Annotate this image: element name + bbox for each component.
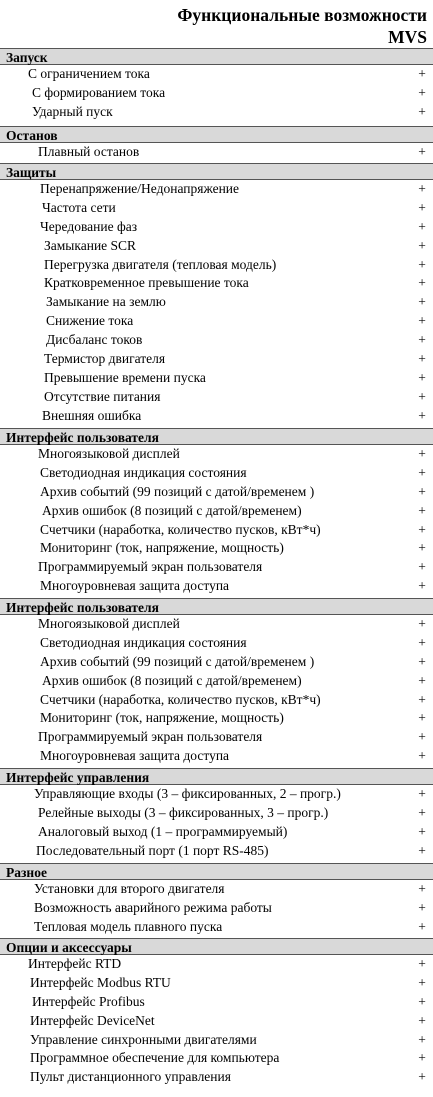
section [0, 598, 433, 766]
feature-supported-mark: + [418, 899, 426, 915]
feature-supported-mark: + [418, 729, 426, 745]
feature-supported-mark: + [418, 786, 426, 801]
feature-label: Управление синхронными двигателями [30, 1031, 257, 1047]
feature-row [0, 634, 433, 653]
feature-label: Многоязыковой дисплей [38, 616, 180, 631]
feature-label: Многоуровневая защита доступа [40, 748, 230, 764]
feature-label: Тепловая модель плавного пуска [34, 918, 223, 934]
feature-label: Перегрузка двигателя (тепловая модель) [44, 256, 277, 272]
feature-row [0, 1012, 433, 1031]
feature-row [0, 103, 433, 122]
section-header: Защиты [0, 163, 433, 180]
feature-label: Светодиодная индикация состояния [40, 464, 247, 480]
section-header: Разное [0, 863, 433, 880]
feature-supported-mark: + [418, 578, 426, 594]
feature-row [0, 747, 433, 766]
feature-supported-mark: + [418, 956, 426, 971]
feature-supported-mark: + [418, 1012, 426, 1028]
feature-supported-mark: + [418, 181, 426, 196]
feature-row [0, 65, 433, 84]
feature-row [0, 464, 433, 483]
feature-row [0, 502, 433, 521]
section-header: Интерфейс пользователя [0, 598, 433, 615]
feature-row [0, 293, 433, 312]
feature-row [0, 199, 433, 218]
feature-label: Последовательный порт (1 порт RS-485) [36, 842, 269, 858]
feature-row [0, 274, 433, 293]
feature-label: Релейные выходы (3 – фиксированных, 3 – прогр.) [38, 804, 329, 820]
feature-supported-mark: + [418, 103, 426, 119]
feature-label: Кратковременное превышение тока [44, 275, 249, 291]
feature-label: Счетчики (наработка, количество пусков, кВт*ч) [40, 521, 321, 537]
feature-supported-mark: + [418, 294, 426, 310]
feature-supported-mark: + [418, 218, 426, 234]
feature-row [0, 350, 433, 369]
feature-label: Программное обеспечение для компьютера [30, 1050, 280, 1066]
feature-row [0, 823, 433, 842]
title-line-2: MVS [388, 27, 427, 47]
feature-row [0, 237, 433, 256]
feature-row [0, 331, 433, 350]
section-header: Опции и аксессуары [0, 938, 433, 955]
feature-row [0, 143, 433, 162]
feature-label: Ударный пуск [32, 103, 113, 119]
feature-label: С формированием тока [32, 84, 166, 100]
feature-supported-mark: + [418, 199, 426, 215]
section [0, 863, 433, 937]
feature-supported-mark: + [418, 84, 426, 100]
feature-row [0, 369, 433, 388]
feature-label: Интерфейс RTD [28, 956, 122, 971]
feature-label: Термистор двигателя [44, 351, 166, 367]
feature-row [0, 672, 433, 691]
feature-label: Чередование фаз [40, 218, 138, 234]
feature-label: Пульт дистанционного управления [30, 1069, 231, 1085]
feature-supported-mark: + [418, 634, 426, 650]
feature-label: Дисбаланс токов [46, 332, 143, 348]
section [0, 768, 433, 861]
feature-supported-mark: + [418, 502, 426, 518]
feature-row [0, 256, 433, 275]
feature-label: Замыкание SCR [44, 237, 137, 253]
feature-supported-mark: + [418, 313, 426, 329]
feature-supported-mark: + [418, 521, 426, 537]
feature-label: Управляющие входы (3 – фиксированных, 2 – прогр.) [34, 786, 341, 801]
feature-label: Счетчики (наработка, количество пусков, кВт*ч) [40, 691, 321, 707]
feature-label: Интерфейс DeviceNet [30, 1012, 155, 1028]
feature-label: Превышение времени пуска [44, 369, 206, 385]
section-header: Интерфейс пользователя [0, 428, 433, 445]
feature-supported-mark: + [418, 351, 426, 367]
section [0, 48, 433, 122]
feature-supported-mark: + [418, 407, 426, 423]
feature-supported-mark: + [418, 66, 426, 81]
feature-label: Многоязыковой дисплей [38, 446, 180, 461]
section [0, 938, 433, 1087]
feature-row [0, 899, 433, 918]
feature-label: Светодиодная индикация состояния [40, 634, 247, 650]
feature-label: Архив событий (99 позиций с датой/временем ) [40, 653, 315, 669]
feature-supported-mark: + [418, 446, 426, 461]
feature-label: Аналоговый выход (1 – программируемый) [38, 823, 288, 839]
feature-supported-mark: + [418, 237, 426, 253]
feature-label: Замыкание на землю [46, 294, 166, 310]
section-header: Запуск [0, 48, 433, 65]
feature-supported-mark: + [418, 559, 426, 575]
feature-row [0, 539, 433, 558]
feature-row [0, 880, 433, 899]
feature-row [0, 521, 433, 540]
feature-row [0, 918, 433, 937]
feature-row [0, 728, 433, 747]
feature-supported-mark: + [418, 974, 426, 990]
feature-supported-mark: + [418, 672, 426, 688]
feature-label: Снижение тока [46, 313, 134, 329]
feature-row [0, 785, 433, 804]
feature-supported-mark: + [418, 332, 426, 348]
feature-row [0, 974, 433, 993]
feature-label: Архив ошибок (8 позиций с датой/временем) [42, 502, 302, 518]
feature-supported-mark: + [418, 464, 426, 480]
feature-row [0, 842, 433, 861]
feature-row [0, 84, 433, 103]
feature-label: Установки для второго двигателя [34, 881, 225, 896]
section [0, 163, 433, 426]
feature-row [0, 653, 433, 672]
feature-label: Интерфейс Modbus RTU [30, 974, 171, 990]
feature-supported-mark: + [418, 881, 426, 896]
feature-row [0, 445, 433, 464]
feature-supported-mark: + [418, 1050, 426, 1066]
section [0, 428, 433, 596]
feature-row [0, 388, 433, 407]
feature-row [0, 691, 433, 710]
feature-supported-mark: + [418, 369, 426, 385]
feature-row [0, 407, 433, 426]
page-title [27, 4, 427, 48]
feature-row [0, 993, 433, 1012]
feature-label: Перенапряжение/Недонапряжение [40, 181, 240, 196]
feature-row [0, 1068, 433, 1087]
feature-supported-mark: + [418, 1069, 426, 1085]
feature-label: С ограничением тока [28, 66, 150, 81]
feature-supported-mark: + [418, 748, 426, 764]
section-header: Останов [0, 126, 433, 143]
feature-supported-mark: + [418, 691, 426, 707]
feature-label: Архив ошибок (8 позиций с датой/временем) [42, 672, 302, 688]
feature-label: Внешняя ошибка [42, 407, 142, 423]
feature-row [0, 709, 433, 728]
feature-label: Мониторинг (ток, напряжение, мощность) [40, 710, 284, 726]
feature-label: Многоуровневая защита доступа [40, 578, 230, 594]
feature-row [0, 558, 433, 577]
feature-label: Возможность аварийного режима работы [34, 899, 272, 915]
feature-row [0, 312, 433, 331]
feature-row [0, 1049, 433, 1068]
feature-supported-mark: + [418, 823, 426, 839]
feature-supported-mark: + [418, 275, 426, 291]
feature-row [0, 218, 433, 237]
feature-label: Архив событий (99 позиций с датой/временем ) [40, 483, 315, 499]
feature-supported-mark: + [418, 804, 426, 820]
feature-supported-mark: + [418, 710, 426, 726]
feature-label: Интерфейс Profibus [32, 993, 145, 1009]
feature-supported-mark: + [418, 540, 426, 556]
feature-supported-mark: + [418, 993, 426, 1009]
feature-supported-mark: + [418, 842, 426, 858]
section [0, 126, 433, 162]
feature-supported-mark: + [418, 918, 426, 934]
feature-label: Отсутствие питания [44, 388, 161, 404]
feature-supported-mark: + [418, 256, 426, 272]
feature-row [0, 577, 433, 596]
feature-row [0, 615, 433, 634]
feature-row [0, 955, 433, 974]
feature-label: Плавный останов [38, 144, 140, 159]
feature-label: Частота сети [42, 199, 116, 215]
feature-row [0, 180, 433, 199]
feature-row [0, 804, 433, 823]
feature-supported-mark: + [418, 616, 426, 631]
feature-supported-mark: + [418, 388, 426, 404]
feature-supported-mark: + [418, 1031, 426, 1047]
title-line-1: Функциональные возможности [177, 5, 427, 25]
feature-supported-mark: + [418, 483, 426, 499]
feature-row [0, 1031, 433, 1050]
feature-supported-mark: + [418, 144, 426, 159]
feature-label: Программируемый экран пользователя [38, 559, 263, 575]
feature-row [0, 483, 433, 502]
feature-label: Программируемый экран пользователя [38, 729, 263, 745]
feature-label: Мониторинг (ток, напряжение, мощность) [40, 540, 284, 556]
section-header: Интерфейс управления [0, 768, 433, 785]
feature-supported-mark: + [418, 653, 426, 669]
